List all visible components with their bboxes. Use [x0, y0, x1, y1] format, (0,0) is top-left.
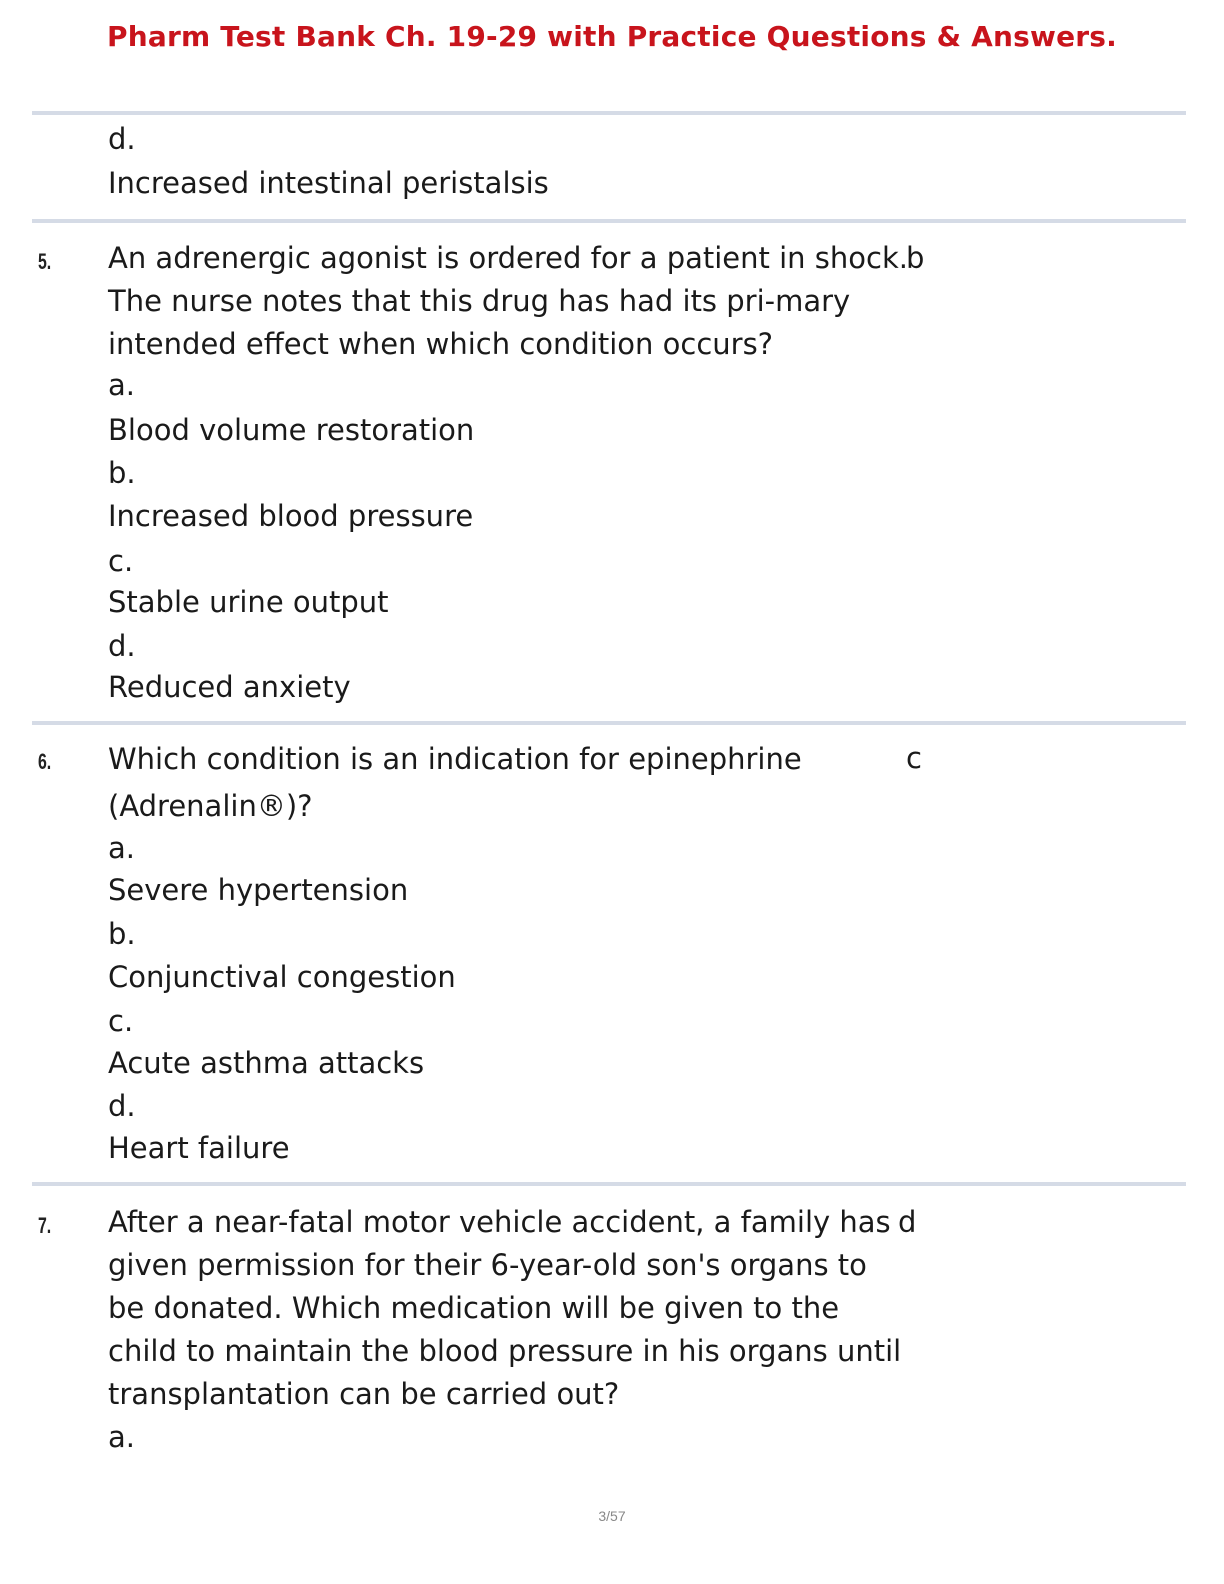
page-number: 3/57 — [598, 1508, 626, 1524]
question-text: After a near-fatal motor vehicle accident, a family has given permission for their 6-year-old son's organs to be donated. Which medication will be given to the child to maintain the blood pressure in his organs until transplantation can be carried out? — [108, 1205, 902, 1411]
option-text: Severe hypertension — [108, 873, 409, 907]
page-title: Pharm Test Bank Ch. 19-29 with Practice Questions & Answers. — [107, 20, 1117, 53]
option-text: Blood volume restoration — [108, 413, 475, 447]
option-text: Heart failure — [108, 1131, 290, 1165]
option-letter: c. — [108, 1004, 134, 1038]
option-text: Reduced anxiety — [108, 670, 351, 704]
option-letter: c. — [108, 544, 134, 578]
divider — [32, 721, 1186, 725]
question-number: 7. — [38, 1213, 52, 1238]
answer-key: c — [906, 741, 922, 775]
option-text: Conjunctival congestion — [108, 960, 456, 994]
option-letter: b. — [108, 917, 136, 951]
question-number: 5. — [38, 249, 52, 274]
option-letter: d. — [108, 1089, 136, 1123]
option-text: Acute asthma attacks — [108, 1046, 425, 1080]
divider — [32, 219, 1186, 223]
question-text: Which condition is an indication for epinephrine (Adrenalin®)? — [108, 742, 802, 823]
option-letter: d. — [108, 122, 136, 156]
option-letter: d. — [108, 629, 136, 663]
answer-key: b — [906, 241, 925, 275]
option-text: Increased intestinal peristalsis — [108, 166, 549, 200]
option-letter: a. — [108, 831, 135, 865]
divider — [32, 111, 1186, 115]
option-letter: b. — [108, 456, 136, 490]
option-letter: a. — [108, 368, 135, 402]
question-text: An adrenergic agonist is ordered for a patient in shock. The nurse notes that this drug has had its pri-mary intended effect when which condition occurs? — [108, 241, 908, 361]
option-text: Increased blood pressure — [108, 499, 474, 533]
answer-key: d — [898, 1205, 917, 1239]
divider — [32, 1182, 1186, 1186]
option-text: Stable urine output — [108, 585, 389, 619]
option-letter: a. — [108, 1420, 135, 1454]
question-number: 6. — [38, 749, 52, 774]
